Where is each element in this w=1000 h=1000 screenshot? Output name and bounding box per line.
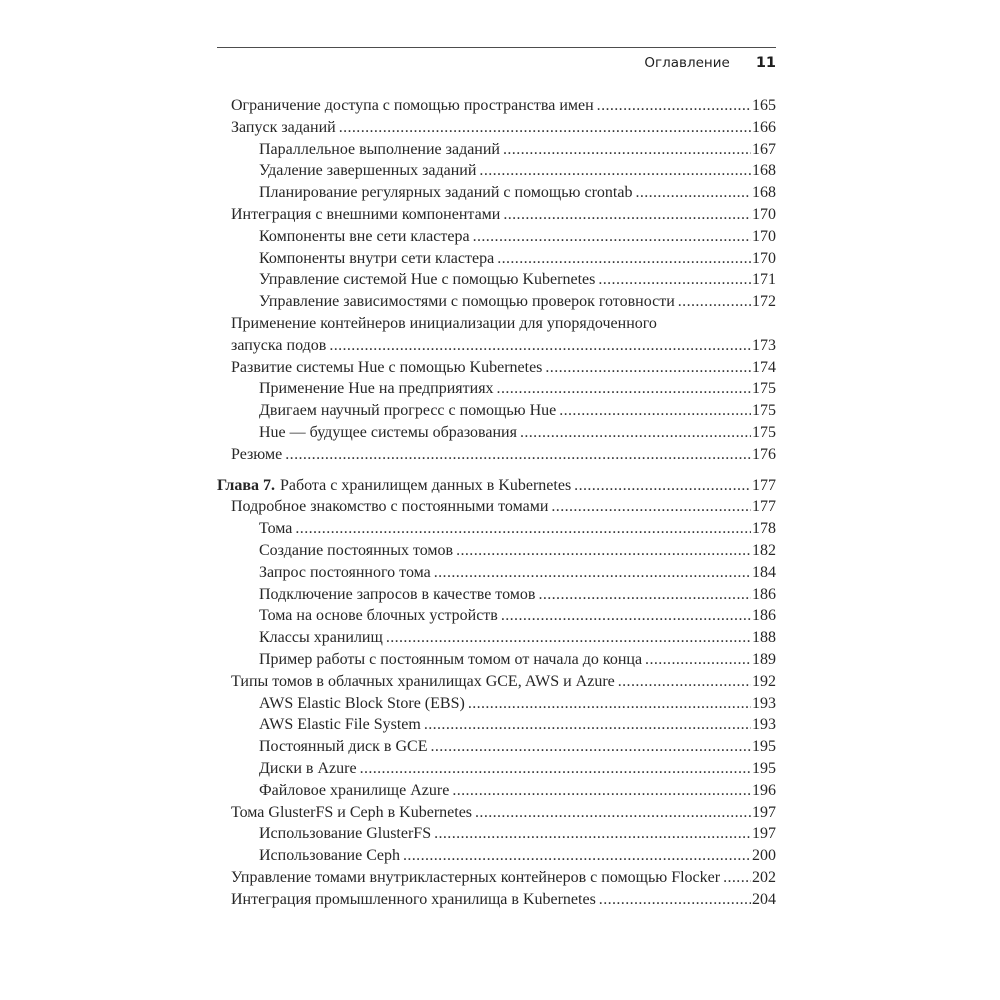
- toc-entry: [217, 357, 776, 379]
- toc-entry: [217, 269, 776, 291]
- toc-entry-title: Hue — будущее системы образования: [259, 423, 517, 441]
- toc-entry: [217, 475, 776, 497]
- toc-entry-title: Планирование регулярных заданий с помощью crontab: [259, 184, 633, 202]
- dot-leader: [475, 802, 751, 824]
- page-header: [217, 55, 776, 71]
- toc-entry-page-number: 193: [752, 694, 776, 712]
- toc-entry-title: Пример работы с постоянным томом от начала до конца: [259, 650, 643, 668]
- toc-entry-title: Управление системой Hue с помощью Kubernetes: [259, 271, 596, 289]
- dot-leader: [468, 693, 751, 715]
- toc-entry-page-number: 171: [752, 271, 776, 289]
- dot-leader: [295, 518, 751, 540]
- dot-leader: [501, 605, 751, 627]
- toc-entry-title: Подключение запросов в качестве томов: [259, 585, 536, 603]
- toc-entry-title: Развитие системы Hue с помощью Kubernetes: [231, 358, 543, 376]
- toc-entry-chapter-prefix: Глава 7.: [217, 476, 275, 494]
- dot-leader: [285, 444, 751, 466]
- dot-leader: [645, 649, 751, 671]
- toc-entry: [217, 160, 776, 182]
- toc-entry-title: Файловое хранилище Azure: [259, 781, 450, 799]
- toc-entry-title: Запрос постоянного тома: [259, 563, 431, 581]
- dot-leader: [360, 758, 751, 780]
- toc-entry-page-number: 168: [752, 162, 776, 180]
- toc-entry: [217, 780, 776, 802]
- toc-entry: [217, 139, 776, 161]
- toc-entry-title: Работа с хранилищем данных в Kubernetes: [280, 476, 572, 494]
- toc-entry-page-number: 186: [752, 607, 776, 625]
- toc-entry-page-number: 177: [752, 476, 776, 494]
- toc-entry-page-number: 195: [752, 738, 776, 756]
- toc-entry: [217, 736, 776, 758]
- dot-leader: [503, 204, 751, 226]
- toc-entry-page-number: 173: [752, 336, 776, 354]
- book-page: [217, 47, 776, 910]
- toc-entry-page-number: 204: [752, 890, 776, 908]
- toc-entry-title: Компоненты вне сети кластера: [259, 227, 470, 245]
- toc-entry-page-number: 167: [752, 140, 776, 158]
- dot-leader: [386, 627, 751, 649]
- dot-leader: [551, 496, 751, 518]
- toc-entry: [217, 313, 776, 335]
- toc-entry-title: Интеграция с внешними компонентами: [231, 205, 501, 223]
- dot-leader: [503, 139, 751, 161]
- running-header-title: Оглавление: [644, 55, 730, 71]
- toc-entry-title: AWS Elastic File System: [259, 716, 421, 734]
- toc-list: [217, 95, 776, 910]
- toc-entry-page-number: 175: [752, 380, 776, 398]
- toc-entry: [217, 204, 776, 226]
- dot-leader: [479, 160, 751, 182]
- toc-entry: [217, 889, 776, 911]
- toc-entry-page-number: 182: [752, 541, 776, 559]
- toc-entry-page-number: 197: [752, 825, 776, 843]
- toc-entry-page-number: 188: [752, 629, 776, 647]
- dot-leader: [599, 889, 751, 911]
- toc-entry-title: Использование Ceph: [259, 847, 400, 865]
- toc-entry-title: Параллельное выполнение заданий: [259, 140, 500, 158]
- toc-entry: [217, 291, 776, 313]
- toc-entry-title: Компоненты внутри сети кластера: [259, 249, 495, 267]
- toc-entry-page-number: 196: [752, 781, 776, 799]
- toc-entry-title: Управление томами внутрикластерных контейнеров с помощью Flocker: [231, 868, 721, 886]
- toc-entry: [217, 95, 776, 117]
- toc-entry-title: Тома на основе блочных устройств: [259, 607, 498, 625]
- dot-leader: [434, 562, 751, 584]
- dot-leader: [473, 226, 751, 248]
- header-rule: [217, 47, 776, 48]
- toc-entry-title: Тома: [259, 520, 293, 538]
- toc-entry-page-number: 166: [752, 118, 776, 136]
- toc-entry: [217, 400, 776, 422]
- toc-entry-page-number: 178: [752, 520, 776, 538]
- toc-entry-page-number: 174: [752, 358, 776, 376]
- dot-leader: [678, 291, 751, 313]
- toc-entry-title: Типы томов в облачных хранилищах GCE, AWS и Azure: [231, 672, 615, 690]
- toc-entry-page-number: 172: [752, 293, 776, 311]
- toc-entry: [217, 671, 776, 693]
- toc-entry: [217, 444, 776, 466]
- toc-entry-title: Подробное знакомство с постоянными томами: [231, 498, 549, 516]
- toc-entry-title: Использование GlusterFS: [259, 825, 432, 843]
- toc-entry: [217, 845, 776, 867]
- toc-entry-page-number: 168: [752, 184, 776, 202]
- dot-leader: [403, 845, 751, 867]
- toc-entry-page-number: 165: [752, 97, 776, 114]
- header-page-number: 11: [755, 55, 776, 71]
- dot-leader: [497, 378, 751, 400]
- dot-leader: [618, 671, 751, 693]
- toc-entry: [217, 605, 776, 627]
- toc-entry-page-number: 176: [752, 445, 776, 463]
- toc-entry-page-number: 186: [752, 585, 776, 603]
- toc-entry: [217, 496, 776, 518]
- toc-entry-title: Двигаем научный прогресс с помощью Hue: [259, 402, 557, 420]
- toc-entry: [217, 649, 776, 671]
- toc-entry: [217, 758, 776, 780]
- toc-entry-page-number: 189: [752, 650, 776, 668]
- toc-entry-page-number: 197: [752, 803, 776, 821]
- toc-entry-title: Удаление завершенных заданий: [259, 162, 477, 180]
- dot-leader: [723, 867, 751, 889]
- toc-entry: [217, 540, 776, 562]
- toc-entry-title: Постоянный диск в GCE: [259, 738, 428, 756]
- toc-entry-page-number: 175: [752, 423, 776, 441]
- toc-entry-page-number: 170: [752, 249, 776, 267]
- dot-leader: [456, 540, 751, 562]
- toc-entry: [217, 823, 776, 845]
- toc-entry: [217, 584, 776, 606]
- toc-entry: [217, 714, 776, 736]
- toc-entry: [217, 182, 776, 204]
- dot-leader: [597, 95, 751, 117]
- toc-entry-title: Ограничение доступа с помощью пространства имен: [231, 97, 594, 114]
- toc-entry-title: AWS Elastic Block Store (EBS): [259, 694, 465, 712]
- dot-leader: [430, 736, 751, 758]
- dot-leader: [538, 584, 751, 606]
- toc-entry: [217, 802, 776, 824]
- toc-entry: [217, 693, 776, 715]
- toc-entry: [217, 378, 776, 400]
- toc-entry: [217, 117, 776, 139]
- dot-leader: [329, 335, 751, 357]
- toc-entry-title: Создание постоянных томов: [259, 541, 454, 559]
- dot-leader: [424, 714, 751, 736]
- toc-entry-title: Интеграция промышленного хранилища в Kubernetes: [231, 890, 596, 908]
- toc-entry-title: Применение Hue на предприятиях: [259, 380, 494, 398]
- toc-entry-title: Тома GlusterFS и Ceph в Kubernetes: [231, 803, 473, 821]
- toc-entry-page-number: 193: [752, 716, 776, 734]
- toc-entry: [217, 562, 776, 584]
- toc-entry-title: Запуск заданий: [231, 118, 336, 136]
- toc-entry-page-number: 202: [752, 868, 776, 886]
- toc-entry: [217, 518, 776, 540]
- dot-leader: [598, 269, 751, 291]
- dot-leader: [635, 182, 751, 204]
- dot-leader: [452, 780, 751, 802]
- toc-entry-title: Управление зависимостями с помощью проверок готовности: [259, 293, 675, 311]
- toc-entry: [217, 248, 776, 270]
- toc-entry-page-number: 200: [752, 847, 776, 865]
- toc-entry-page-number: 170: [752, 227, 776, 245]
- toc-entry-page-number: 195: [752, 759, 776, 777]
- toc-entry: [217, 627, 776, 649]
- toc-entry: [217, 226, 776, 248]
- dot-leader: [434, 823, 751, 845]
- dot-leader: [545, 357, 751, 379]
- dot-leader: [574, 475, 751, 497]
- toc-entry-page-number: 177: [752, 498, 776, 516]
- toc-entry-page-number: 170: [752, 205, 776, 223]
- toc-entry-title: Резюме: [231, 445, 283, 463]
- toc-entry-title: Классы хранилищ: [259, 629, 383, 647]
- dot-leader: [339, 117, 751, 139]
- toc-entry-page-number: 175: [752, 402, 776, 420]
- dot-leader: [559, 400, 751, 422]
- toc-entry-title: запуска подов: [231, 336, 327, 354]
- dot-leader: [497, 248, 751, 270]
- toc-entry-title: Применение контейнеров инициализации для упорядоченного: [231, 314, 657, 332]
- dot-leader: [520, 422, 751, 444]
- toc-entry-page-number: 192: [752, 672, 776, 690]
- toc-entry: [217, 867, 776, 889]
- toc-entry-title: Диски в Azure: [259, 759, 357, 777]
- toc-entry-page-number: 184: [752, 563, 776, 581]
- toc-entry: [217, 422, 776, 444]
- toc-entry: [217, 335, 776, 357]
